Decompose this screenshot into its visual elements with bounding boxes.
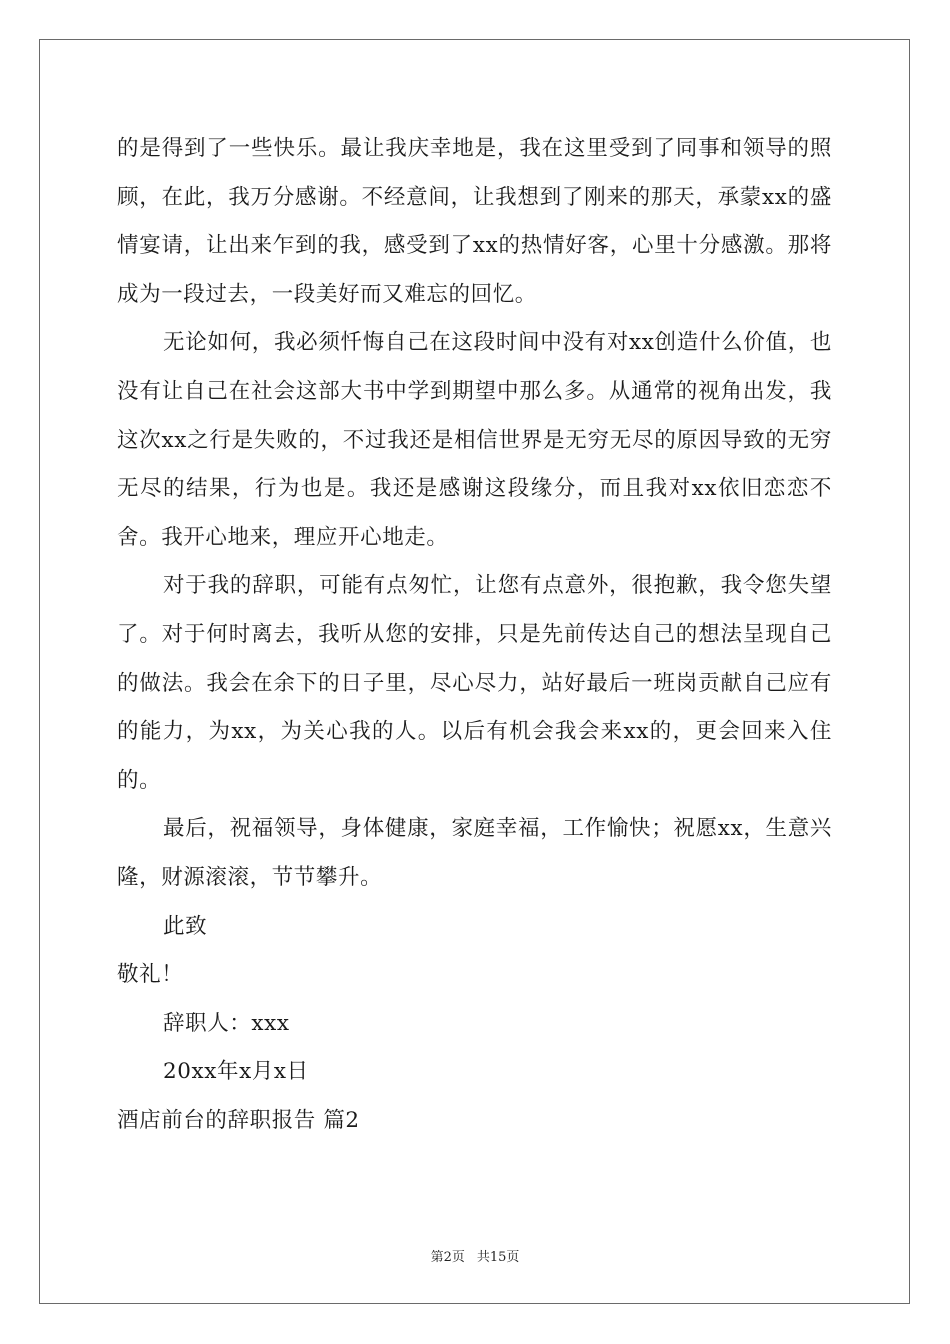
closing-line: 此致 (163, 913, 208, 939)
page-footer (0, 1246, 950, 1265)
date-line: 20xx年x月x日 (163, 1059, 309, 1085)
page-total: 共15页 (476, 1250, 520, 1265)
paragraph-4: 最后，祝福领导，身体健康，家庭幸福，工作愉快；祝愿xx，生意兴隆，财源滚滚，节节攀升。 (117, 816, 832, 890)
section-heading: 酒店前台的辞职报告 篇2 (117, 1107, 360, 1133)
salute-line: 敬礼！ (117, 962, 184, 988)
signature-line: 辞职人：xxx (163, 1010, 290, 1036)
paragraph-1: 的是得到了一些快乐。最让我庆幸地是，我在这里受到了同事和领导的照顾，在此，我万分感谢。不经意间，让我想到了刚来的那天，承蒙xx的盛情宴请，让出来乍到的我，感受到了xx的热情好客，心里十分感激。那将成为一段过去，一段美好而又难忘的回忆。 (117, 136, 832, 307)
paragraph-3: 对于我的辞职，可能有点匆忙，让您有点意外，很抱歉，我令您失望了。对于何时离去，我听从您的安排，只是先前传达自己的想法呈现自己的做法。我会在余下的日子里，尽心尽力，站好最后一班岗贡献自己应有的能力，为xx，为关心我的人。以后有机会我会来xx的，更会回来入住的。 (117, 573, 832, 793)
paragraph-2: 无论如何，我必须忏悔自己在这段时间中没有对xx创造什么价值，也没有让自己在社会这部大书中学到期望中那么多。从通常的视角出发，我这次xx之行是失败的，不过我还是相信世界是无穷无尽的原因导致的无穷无尽的结果，行为也是。我还是感谢这段缘分，而且我对xx依旧恋恋不舍。我开心地来，理应开心地走。 (117, 330, 832, 550)
page-number: 第2页 (430, 1250, 465, 1265)
document-body (117, 125, 832, 1145)
